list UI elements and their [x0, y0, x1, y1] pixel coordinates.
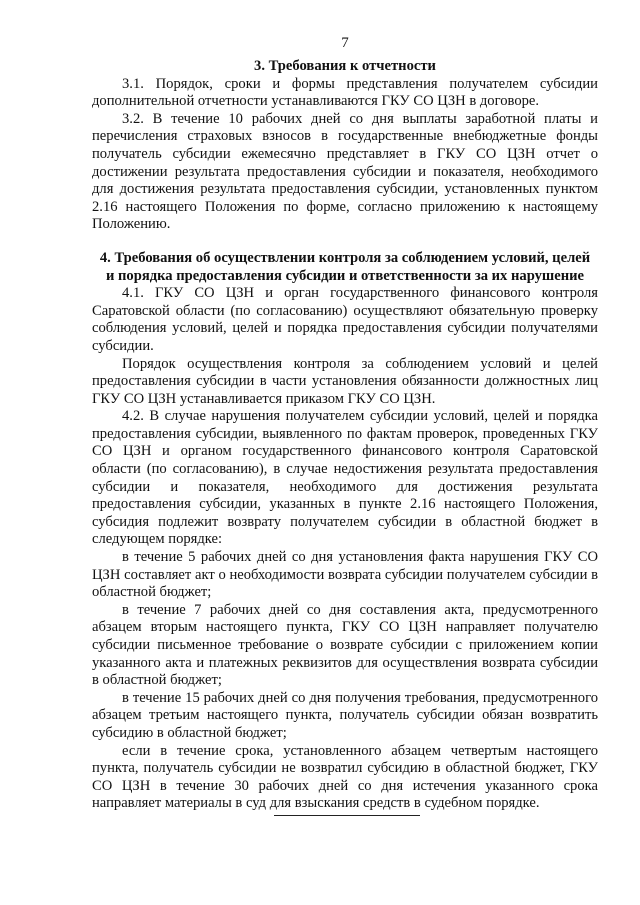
section-3-title: 3. Требования к отчетности — [254, 58, 436, 74]
page-number: 7 — [341, 35, 349, 51]
footer-divider — [274, 815, 420, 816]
section-4-title-line-1: 4. Требования об осуществлении контроля за соблюдением условий, целей — [99, 249, 591, 266]
paragraph-4-1: 4.1. ГКУ СО ЦЗН и орган государственного финансового контроля Саратовской области (по согласованию) осуществляют обязательную проверку соблюдения условий, целей и порядка предоставления субсидии получателями субсидии. — [92, 285, 598, 354]
section-spacer — [92, 234, 598, 250]
paragraph-4-2-step-3: в течение 15 рабочих дней со дня получения требования, предусмотренного абзацем третьим настоящего пункта, получатель субсидии обязан возвратить субсидию в областной бюджет; — [92, 689, 598, 741]
paragraph-4-2-step-4: если в течение срока, установленного абзацем четвертым настоящего пункта, получатель субсидии не возвратил субсидию в областной бюджет, ГКУ СО ЦЗН в течение 30 рабочих дней со дня истечения указанного срока направляет материалы в суд для взыскания средств в судебном порядке. — [92, 742, 598, 812]
paragraph-control-procedure: Порядок осуществления контроля за соблюдением условий и целей предоставления субсидии в части установления обязанности должностных лиц ГКУ СО ЦЗН устанавливается приказом ГКУ СО ЦЗН. — [92, 355, 598, 407]
paragraph-3-1: 3.1. Порядок, сроки и формы представления получателем субсидии дополнительной отчетности устанавливаются ГКУ СО ЦЗН в договоре. — [92, 75, 598, 110]
paragraph-3-2: 3.2. В течение 10 рабочих дней со дня выплаты заработной платы и перечисления страховых взносов в государственные внебюджетные фонды получатель субсидии ежемесячно представляет в ГКУ СО ЦЗН отчет о достижении результата предоставления субсидии и показателя, необходимого для достижения результата предоставления субсидии, установленных пунктом 2.16 настоящего Положения по форме, согласно приложению к настоящему Положению. — [92, 110, 598, 233]
paragraph-4-2: 4.2. В случае нарушения получателем субсидии условий, целей и порядка предоставления субсидии, выявленного по фактам проверок, проведенных ГКУ СО ЦЗН и органом государственного финансового контроля Саратовской области (по согласованию), в случае недостижения результата предоставления субсидии и показателя, необходимого для достижения результата предоставления субсидии, указанных в пункте 2.16 настоящего Положения, субсидия подлежит возврату получателем субсидии в областной бюджет в следующем порядке: — [92, 408, 598, 548]
document-page — [92, 34, 598, 813]
paragraph-4-2-step-2: в течение 7 рабочих дней со дня составления акта, предусмотренного абзацем вторым настоящего пункта, ГКУ СО ЦЗН направляет получателю субсидии письменное требование о возврате субсидии с приложением копии указанного акта и платежных реквизитов для осуществления возврата субсидии в областной бюджет; — [92, 601, 598, 689]
section-4-title-line-2: и порядка предоставления субсидии и ответственности за их нарушение — [105, 267, 585, 284]
paragraph-4-2-step-1: в течение 5 рабочих дней со дня установления факта нарушения ГКУ СО ЦЗН составляет акт о необходимости возврата субсидии получателем субсидии в областной бюджет; — [92, 549, 598, 601]
